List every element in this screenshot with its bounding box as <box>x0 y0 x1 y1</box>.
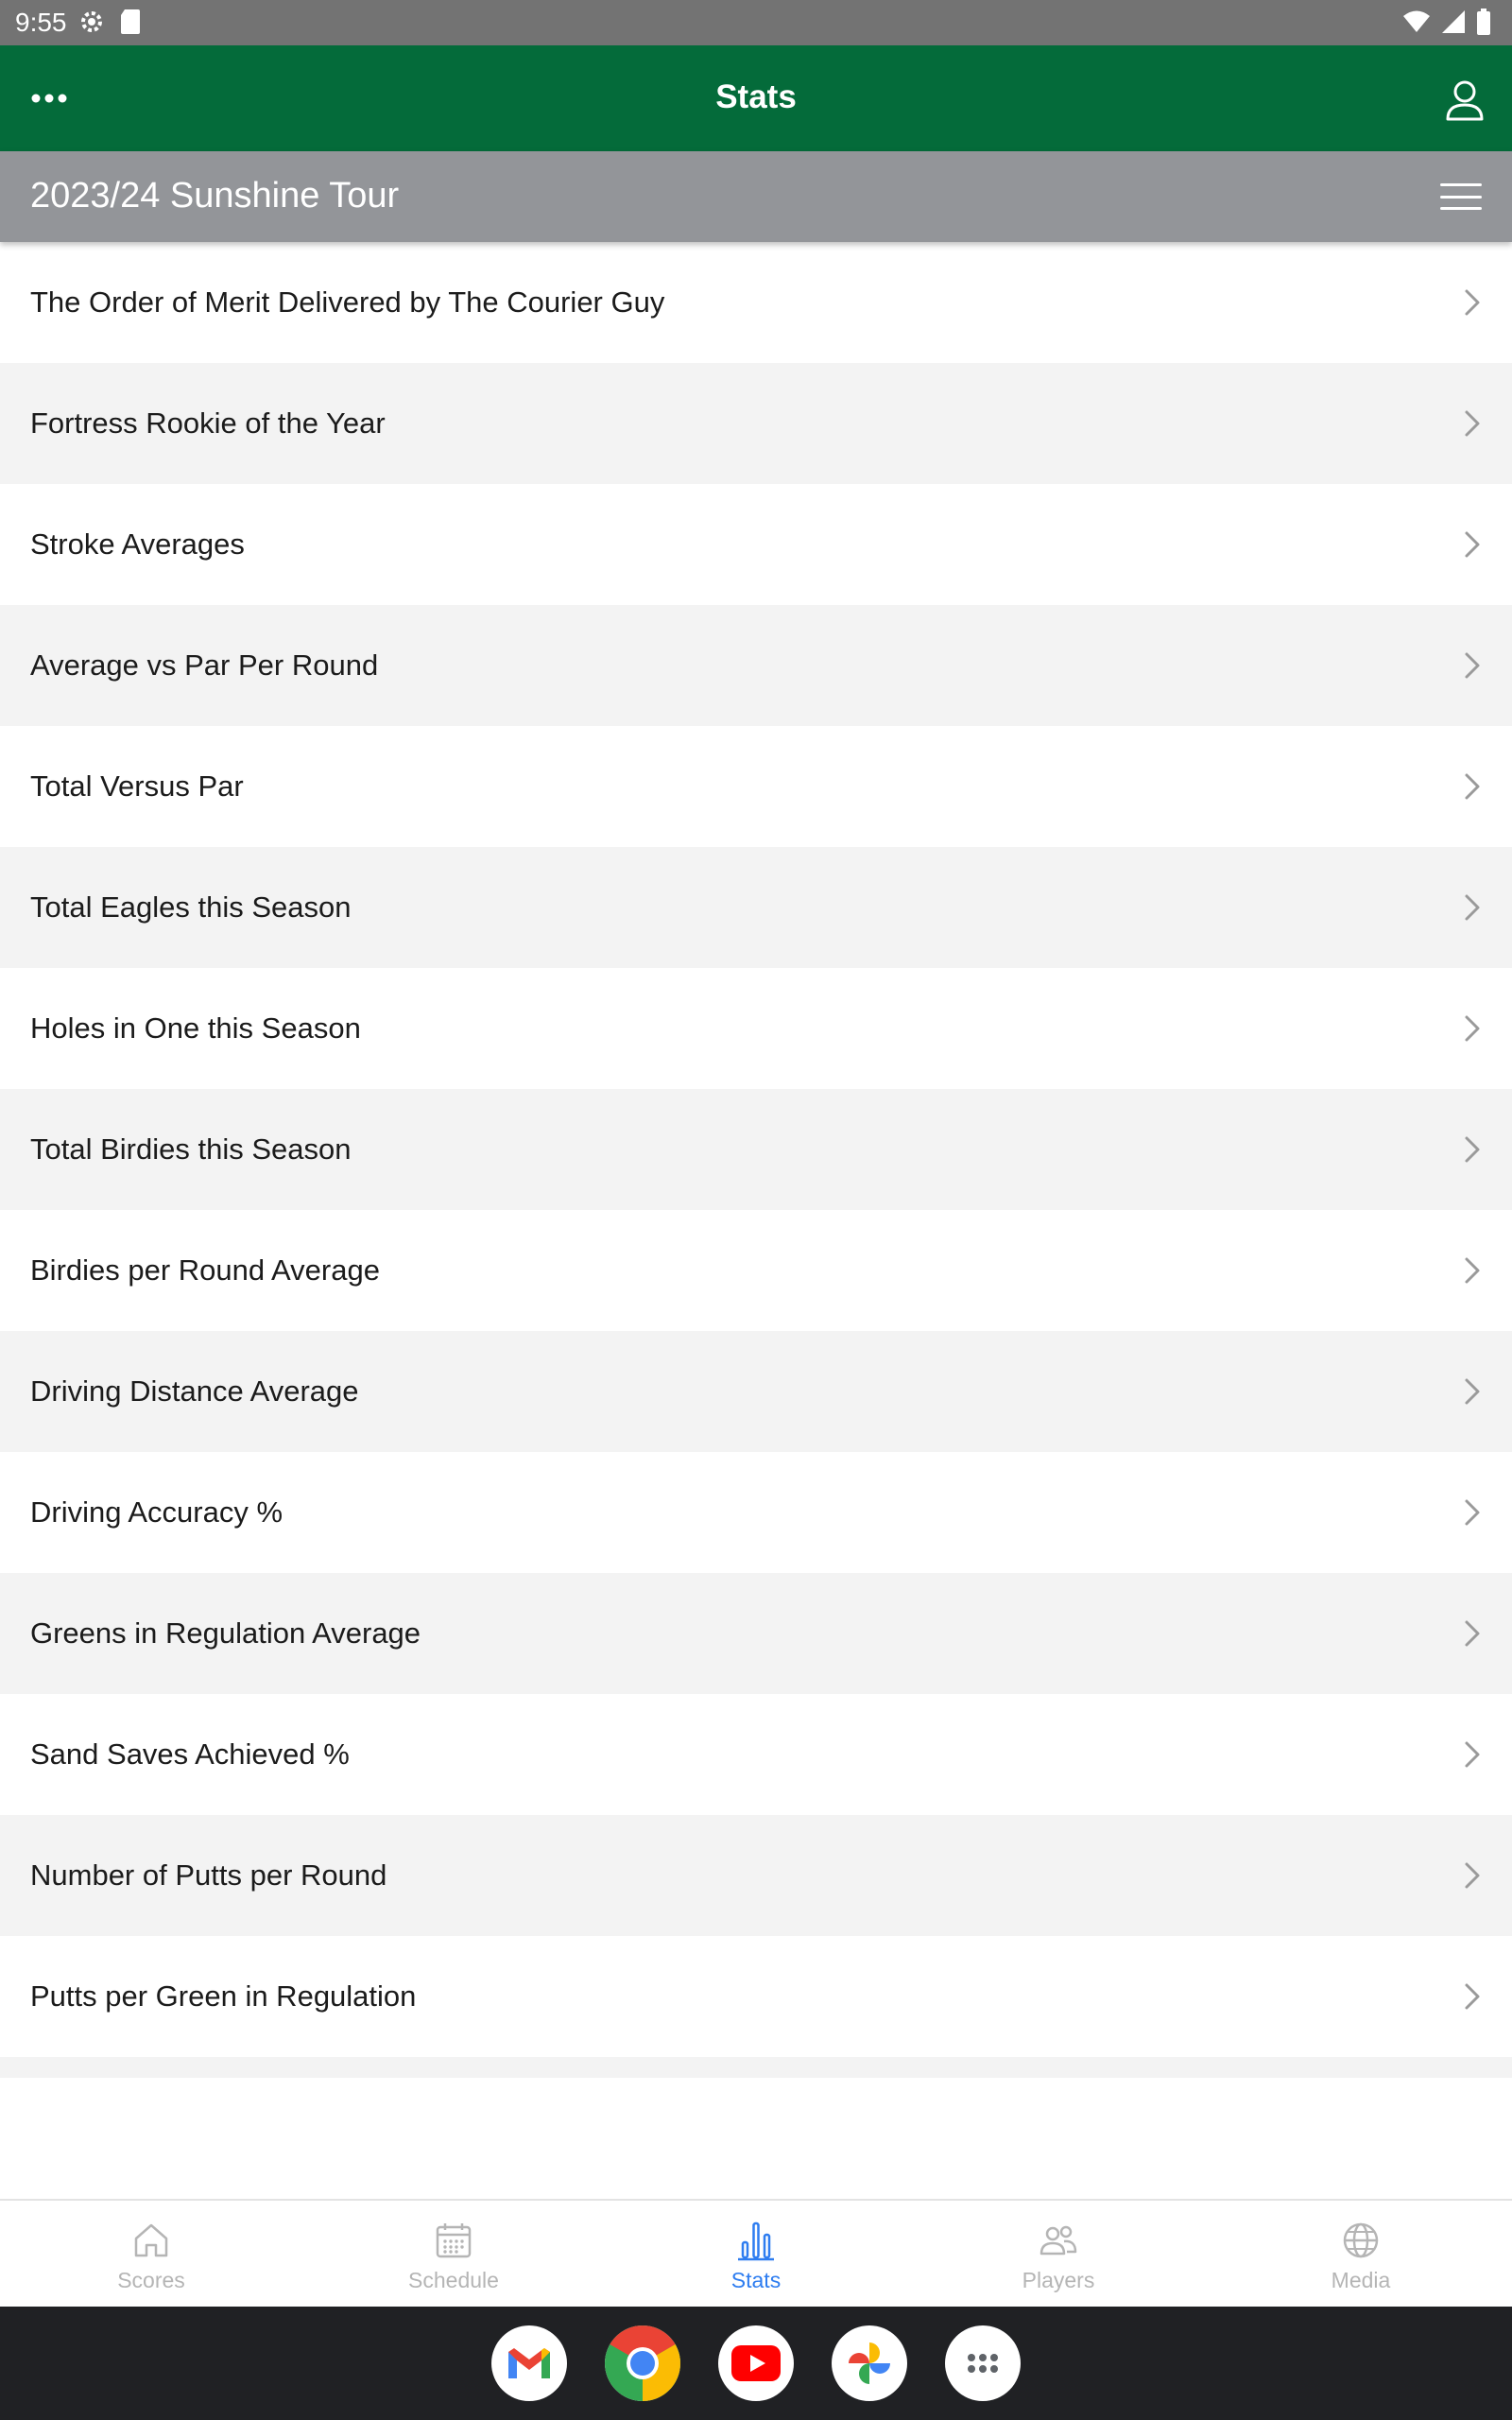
chevron-right-icon <box>1461 1253 1484 1288</box>
youtube-app-button[interactable] <box>718 2325 794 2401</box>
stats-list-item[interactable] <box>0 847 1512 968</box>
chevron-right-icon <box>1461 1011 1484 1046</box>
youtube-icon <box>731 2345 781 2381</box>
nav-item-scores[interactable] <box>0 2201 302 2307</box>
settings-gear-icon <box>77 8 106 36</box>
stats-list-item-label: Stroke Averages <box>30 527 245 561</box>
hamburger-line <box>1440 196 1482 199</box>
stats-list-item-label: Number of Putts per Round <box>30 1858 387 1892</box>
system-dock <box>0 2307 1512 2420</box>
stats-list-item[interactable] <box>0 242 1512 363</box>
app-bar <box>0 45 1512 151</box>
bottom-navigation <box>0 2199 1512 2307</box>
cell-signal-icon <box>1440 9 1467 35</box>
home-icon <box>129 2218 174 2263</box>
user-icon <box>1445 79 1485 121</box>
stats-list-item-label: Driving Distance Average <box>30 1374 359 1408</box>
chrome-app-button[interactable] <box>605 2325 680 2401</box>
nav-item-media[interactable] <box>1210 2201 1512 2307</box>
globe-icon <box>1338 2218 1383 2263</box>
stats-list-item[interactable] <box>0 1815 1512 1936</box>
chevron-right-icon <box>1461 1374 1484 1409</box>
stats-list-item-label: Birdies per Round Average <box>30 1253 380 1287</box>
stats-list-item[interactable] <box>0 605 1512 726</box>
nav-label-scores: Scores <box>117 2268 185 2292</box>
gmail-icon <box>505 2344 554 2382</box>
chevron-right-icon <box>1461 406 1484 441</box>
stats-list-item[interactable] <box>0 1694 1512 1815</box>
chrome-icon <box>605 2325 680 2401</box>
chevron-right-icon <box>1461 1979 1484 2014</box>
stats-list-item-label: Average vs Par Per Round <box>30 648 379 682</box>
stats-list-item[interactable] <box>0 1573 1512 1694</box>
chevron-right-icon <box>1461 769 1484 804</box>
status-bar <box>0 0 1512 45</box>
stats-list-item-label: Holes in One this Season <box>30 1011 361 1045</box>
chevron-right-icon <box>1461 1737 1484 1772</box>
nav-item-stats[interactable] <box>605 2201 907 2307</box>
season-bar <box>0 151 1512 242</box>
gmail-app-button[interactable] <box>491 2325 567 2401</box>
battery-icon <box>1476 9 1491 35</box>
stats-list-item[interactable] <box>0 363 1512 484</box>
stats-list-item-label: Sand Saves Achieved % <box>30 1737 350 1771</box>
stats-list-item[interactable] <box>0 1452 1512 1573</box>
chevron-right-icon <box>1461 285 1484 320</box>
stats-list-item[interactable] <box>0 1331 1512 1452</box>
app-drawer-icon <box>964 2350 1002 2377</box>
season-title: 2023/24 Sunshine Tour <box>30 176 400 216</box>
stats-list-item[interactable] <box>0 484 1512 605</box>
chevron-right-icon <box>1461 890 1484 925</box>
stats-list-item[interactable] <box>0 1089 1512 1210</box>
season-menu-button[interactable] <box>1436 178 1486 216</box>
stats-list-item-label: The Order of Merit Delivered by The Courier Guy <box>30 285 665 319</box>
people-icon <box>1036 2218 1081 2263</box>
stats-list <box>0 242 1512 2057</box>
stats-list-item-label: Total Birdies this Season <box>30 1132 352 1166</box>
hamburger-line <box>1440 207 1482 210</box>
stats-list-item-label: Greens in Regulation Average <box>30 1616 421 1650</box>
nav-label-players: Players <box>1022 2268 1095 2292</box>
nav-label-stats: Stats <box>730 2268 782 2292</box>
sd-card-icon <box>119 8 142 36</box>
stats-list-item[interactable] <box>0 1936 1512 2057</box>
nav-label-schedule: Schedule <box>408 2268 499 2292</box>
chevron-right-icon <box>1461 1616 1484 1651</box>
hamburger-line <box>1440 183 1482 186</box>
stats-list-item[interactable] <box>0 726 1512 847</box>
chevron-right-icon <box>1461 1858 1484 1893</box>
page-title: Stats <box>715 78 797 115</box>
stats-list-item-label: Total Eagles this Season <box>30 890 352 924</box>
calendar-icon <box>431 2218 476 2263</box>
nav-item-schedule[interactable] <box>302 2201 605 2307</box>
nav-label-media: Media <box>1331 2268 1391 2292</box>
stats-list-item[interactable] <box>0 968 1512 1089</box>
bar-chart-icon <box>733 2218 779 2263</box>
stats-list-item-label: Total Versus Par <box>30 769 244 803</box>
photos-icon <box>843 2337 896 2390</box>
list-end-divider <box>0 2057 1512 2078</box>
stats-list-item-label: Driving Accuracy % <box>30 1495 284 1529</box>
stats-list-item[interactable] <box>0 1210 1512 1331</box>
stats-list-item-label: Fortress Rookie of the Year <box>30 406 386 440</box>
stats-list-item-label: Putts per Green in Regulation <box>30 1979 417 2013</box>
profile-button[interactable] <box>1438 74 1491 127</box>
wifi-icon <box>1402 9 1431 34</box>
chevron-right-icon <box>1461 1132 1484 1167</box>
status-time: 9:55 <box>15 8 67 37</box>
chevron-right-icon <box>1461 648 1484 683</box>
photos-app-button[interactable] <box>832 2325 907 2401</box>
app-drawer-button[interactable] <box>945 2325 1021 2401</box>
chevron-right-icon <box>1461 1495 1484 1530</box>
chevron-right-icon <box>1461 527 1484 562</box>
nav-item-players[interactable] <box>907 2201 1210 2307</box>
